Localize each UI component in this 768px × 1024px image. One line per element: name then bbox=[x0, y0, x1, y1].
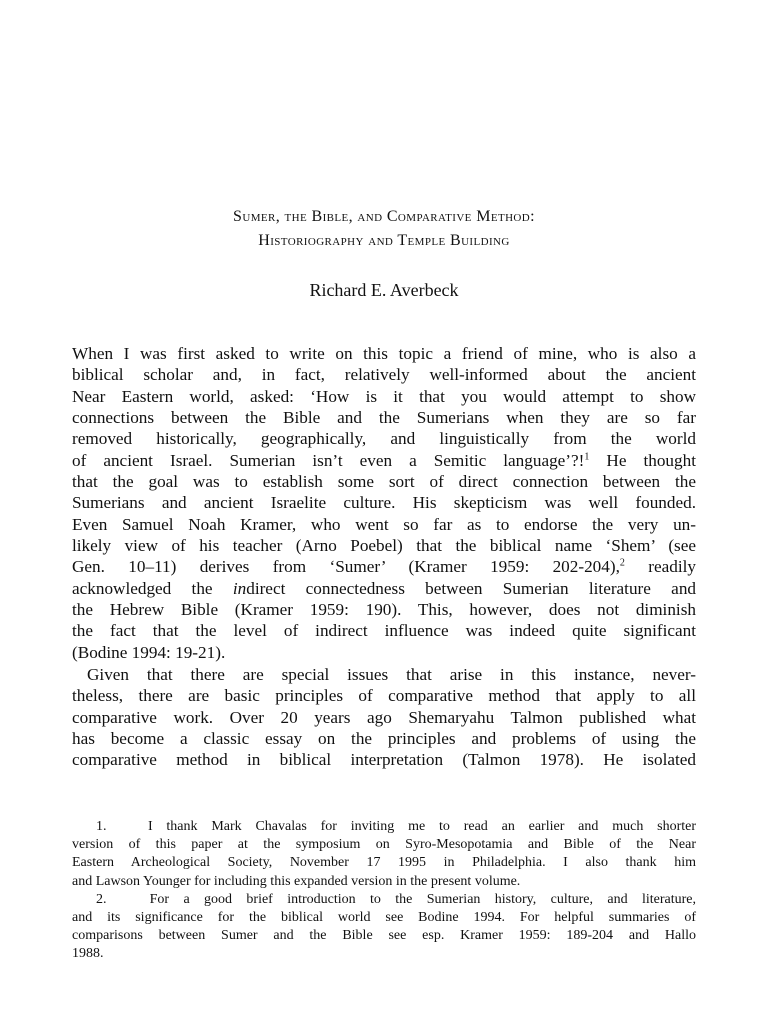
text-line: Even Samuel Noah Kramer, who went so far as to endorse the very un- bbox=[72, 514, 696, 534]
text-line: likely view of his teacher (Arno Poebel) that the biblical name ‘Shem’ (see bbox=[72, 536, 696, 556]
text-line: (Bodine 1994: 19-21). bbox=[72, 642, 226, 662]
footnote-1 bbox=[72, 818, 696, 891]
footnote-text: For a good brief introduction to the Sumerian history, culture, and literature, bbox=[149, 891, 696, 907]
text-line bbox=[72, 450, 696, 471]
text-line: biblical scholar and, in fact, relatively well-informed about the ancient bbox=[72, 365, 696, 385]
text-segment: He thought bbox=[589, 450, 696, 470]
footnote-number: 1. bbox=[96, 819, 107, 834]
footnote-ref-1[interactable]: 1 bbox=[584, 450, 590, 462]
text-segment: readily bbox=[624, 557, 696, 577]
text-line: removed historically, geographically, and linguistically from the world bbox=[72, 429, 696, 449]
text-line: Sumerians and ancient Israelite culture. His skepticism was well founded. bbox=[72, 493, 696, 513]
text-segment: direct connectedness between Sumerian literature and bbox=[246, 578, 697, 598]
text-line: comparative method in biblical interpretation (Talmon 1978). He isolated bbox=[72, 750, 696, 770]
footnote-2 bbox=[72, 891, 696, 964]
emphasis-text: in bbox=[232, 578, 247, 598]
text-line: Near Eastern world, asked: ‘How is it that you would attempt to show bbox=[72, 386, 696, 406]
article-title-line-2: Historiography and Temple Building bbox=[258, 232, 510, 249]
text-segment: acknowledged the bbox=[72, 578, 233, 598]
article-title-line-1: Sumer, the Bible, and Comparative Method: bbox=[233, 208, 535, 225]
footnote-line: Eastern Archeological Society, November 17 1995 in Philadelphia. I also thank him bbox=[72, 855, 696, 871]
text-segment: of ancient Israel. Sumerian isn’t even a Semitic language’?! bbox=[72, 450, 585, 470]
text-line: has become a classic essay on the principles and problems of using the bbox=[72, 729, 696, 749]
text-line: connections between the Bible and the Sumerians when they are so far bbox=[72, 408, 696, 428]
text-line: theless, there are basic principles of comparative method that apply to all bbox=[72, 686, 696, 706]
footnote-line bbox=[72, 818, 696, 836]
footnote-ref-2[interactable]: 2 bbox=[619, 557, 625, 569]
text-line bbox=[72, 556, 696, 577]
body-paragraph-2 bbox=[72, 664, 696, 771]
footnote-line: version of this paper at the symposium on Syro-Mesopotamia and Bible of the Near bbox=[72, 837, 696, 853]
footnote-number: 2. bbox=[96, 891, 107, 907]
footnote-line: 1988. bbox=[72, 946, 104, 962]
author-name: Richard E. Averbeck bbox=[309, 280, 459, 300]
footnote-text: I thank Mark Chavalas for inviting me to read an earlier and much shorter bbox=[147, 819, 696, 834]
footnotes bbox=[72, 818, 696, 964]
text-line: the fact that the level of indirect influence was indeed quite significant bbox=[72, 621, 696, 641]
text-line bbox=[72, 578, 696, 599]
text-line: that the goal was to establish some sort of direct connection between the bbox=[72, 472, 696, 492]
footnote-line: and its significance for the biblical world see Bodine 1994. For helpful summaries of bbox=[72, 910, 696, 926]
text-line: the Hebrew Bible (Kramer 1959: 190). This, however, does not diminish bbox=[72, 600, 696, 620]
footnote-line: and Lawson Younger for including this expanded version in the present volume. bbox=[72, 873, 521, 889]
text-line: Given that there are special issues that arise in this instance, never- bbox=[87, 665, 696, 684]
text-line: comparative work. Over 20 years ago Shemaryahu Talmon published what bbox=[72, 707, 696, 727]
text-line: When I was first asked to write on this topic a friend of mine, who is also a bbox=[72, 344, 696, 363]
text-segment: Gen. 10–11) derives from ‘Sumer’ (Kramer 1959: 202-204), bbox=[72, 557, 620, 577]
footnote-line: comparisons between Sumer and the Bible see esp. Kramer 1959: 189-204 and Hallo bbox=[72, 928, 696, 944]
body-paragraph-1 bbox=[72, 343, 696, 663]
footnote-line bbox=[72, 891, 696, 909]
